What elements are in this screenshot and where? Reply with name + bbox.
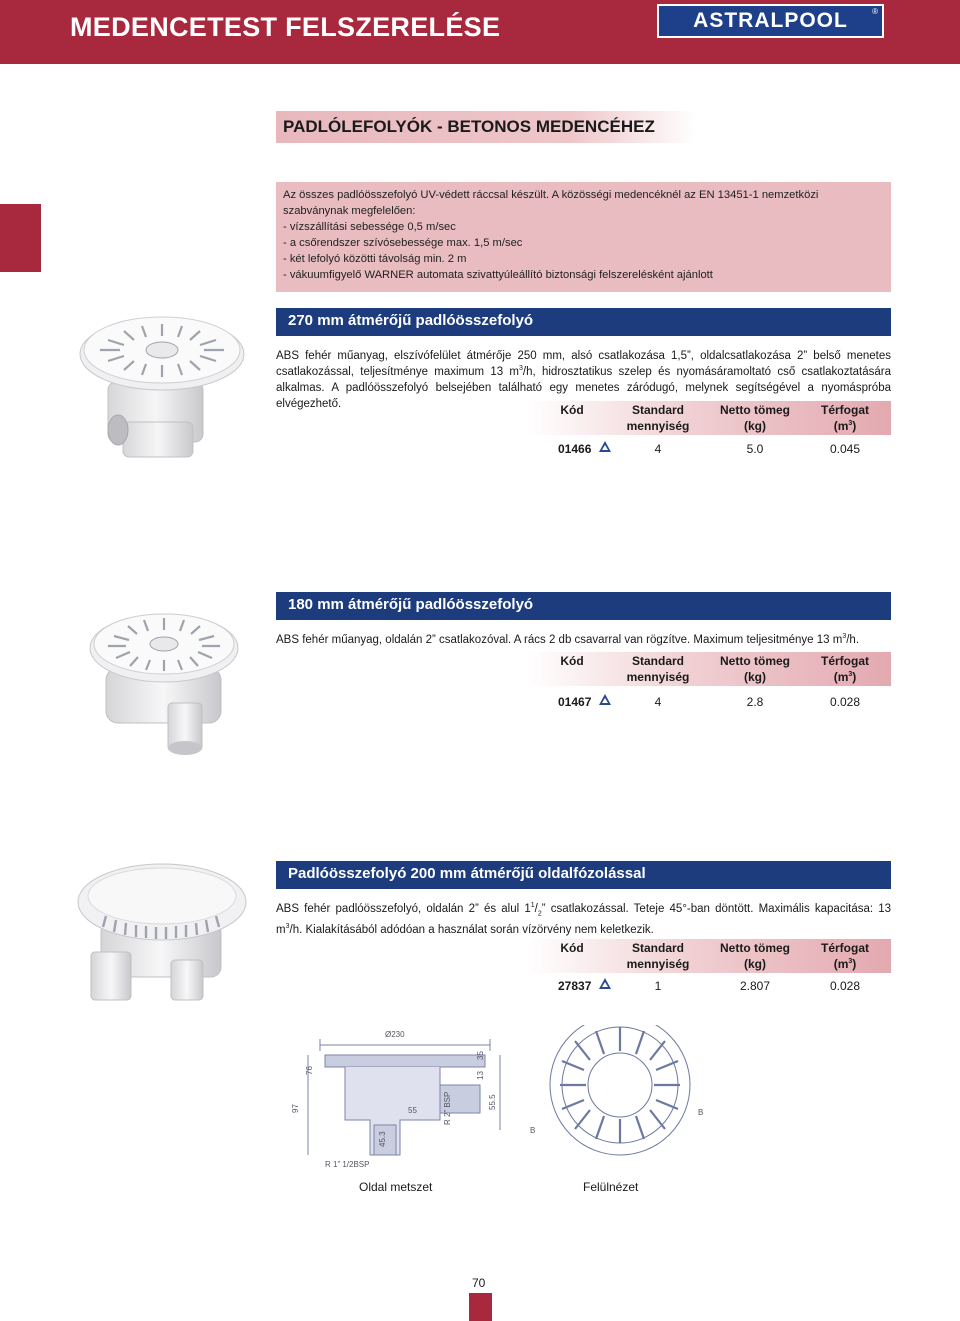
product-title: 270 mm átmérőjű padlóösszefolyó xyxy=(288,312,534,329)
product-volume: 0.045 xyxy=(829,442,861,456)
col-standard-l2: mennyiség xyxy=(626,957,690,971)
col-volume-sup: 3 xyxy=(848,958,853,965)
product-description xyxy=(276,901,891,938)
intro-line: Az összes padlóösszefolyó UV-védett ráccsal készült. A közösségi medencéknél az EN 13451-1 nemzetközi xyxy=(283,189,819,201)
side-tab xyxy=(0,204,41,272)
col-volume-unit: (m xyxy=(833,419,849,433)
page-number-marker xyxy=(469,1293,492,1321)
top-view-drawing xyxy=(550,1025,690,1155)
dim-label: 13 xyxy=(476,1071,485,1080)
dim-label: 55 xyxy=(408,1106,417,1115)
product-volume: 0.028 xyxy=(829,979,861,993)
table-header xyxy=(528,652,891,686)
dim-label: 76 xyxy=(305,1066,314,1075)
dim-label: R 2” BSP xyxy=(443,1091,452,1125)
desc-text: ABS fehér műanyag, elszívófelület átmérője 250 mm, alsó csatlakozása 1,5”, oldalcsatlakozása 2” belső menetes csatlakozással, teljesítménye maximum 13 m xyxy=(276,350,891,378)
product-qty: 1 xyxy=(654,979,662,993)
page-title: MEDENCETEST FELSZERELÉSE xyxy=(70,12,501,42)
col-weight xyxy=(710,653,800,685)
col-volume-l1: Térfogat xyxy=(821,403,869,417)
product-weight: 5.0 xyxy=(746,442,764,456)
col-volume-close: ) xyxy=(852,957,857,971)
intro-line: - két lefolyó közötti távolság min. 2 m xyxy=(283,253,467,265)
product-title: 180 mm átmérőjű padlóösszefolyó xyxy=(288,596,534,613)
col-volume-unit: (m xyxy=(833,670,849,684)
col-volume xyxy=(808,940,882,972)
desc-text: /h. xyxy=(846,634,860,646)
table-row xyxy=(528,442,891,458)
product-description xyxy=(276,632,891,648)
product-title: Padlóösszefolyó 200 mm átmérőjű oldalfózolással xyxy=(288,865,646,882)
desc-sup: 3 xyxy=(842,633,847,640)
col-weight-l2: (kg) xyxy=(744,419,766,433)
col-weight-l2: (kg) xyxy=(744,670,766,684)
section-title: PADLÓLEFOLYÓK - BETONOS MEDENCÉHEZ xyxy=(283,117,655,136)
col-volume-close: ) xyxy=(852,670,857,684)
product-title-bar xyxy=(276,308,891,336)
desc-sup: 1 xyxy=(530,902,535,909)
col-volume xyxy=(808,653,882,685)
product-weight: 2.807 xyxy=(739,979,771,993)
caption-side-section: Oldal metszet xyxy=(359,1180,433,1194)
header-bar xyxy=(0,0,960,64)
col-code: Kód xyxy=(560,403,584,417)
col-weight-l1: Netto tömeg xyxy=(720,941,790,955)
drain-180-image xyxy=(88,608,248,758)
desc-sub: 2 xyxy=(537,910,542,918)
product-code: 01467 xyxy=(558,695,592,709)
col-weight-l1: Netto tömeg xyxy=(720,654,790,668)
col-volume-unit: (m xyxy=(833,957,849,971)
section-banner xyxy=(276,111,696,143)
intro-line: - vízszállítási sebessége 0,5 m/sec xyxy=(283,221,456,233)
dim-label: 45.3 xyxy=(378,1131,387,1147)
section-mark: B xyxy=(530,1126,536,1135)
astralpool-logo xyxy=(657,4,884,38)
drain-270-image xyxy=(78,312,248,462)
desc-text: /h. Kialakításából adódóan a használat során vízörvény nem keletkezik. xyxy=(289,924,654,937)
product-qty: 4 xyxy=(654,695,662,709)
col-weight xyxy=(710,402,800,434)
intro-box xyxy=(276,182,891,292)
product-code: 01466 xyxy=(558,442,592,456)
desc-sup: 3 xyxy=(519,365,523,372)
section-mark: B xyxy=(698,1108,704,1117)
col-volume xyxy=(808,402,882,434)
table-header xyxy=(528,401,891,435)
col-volume-l1: Térfogat xyxy=(821,941,869,955)
col-volume-sup: 3 xyxy=(848,671,853,678)
product-qty: 4 xyxy=(654,442,662,456)
dim-label: 35 xyxy=(476,1051,485,1060)
table-row xyxy=(528,695,891,711)
col-code: Kód xyxy=(560,654,584,668)
drain-200-image xyxy=(76,860,248,1005)
col-standard xyxy=(608,402,708,434)
dim-label: Ø230 xyxy=(385,1030,405,1039)
desc-text: ” csatlakozással. Teteje 45°-ban döntött. Maximális kapacitása: 13 m xyxy=(276,903,891,937)
col-standard-l1: Standard xyxy=(631,654,684,668)
col-weight xyxy=(710,940,800,972)
product-title-bar xyxy=(276,861,891,889)
caption-top-view: Felülnézet xyxy=(583,1180,639,1194)
desc-text: ABS fehér műanyag, oldalán 2” csatlakozóval. A rács 2 db csavarral van rögzítve. Maximum teljesitménye 13 m xyxy=(276,634,843,646)
col-standard xyxy=(608,940,708,972)
dim-label: 97 xyxy=(291,1104,300,1113)
table-row xyxy=(528,979,891,995)
col-weight-l1: Netto tömeg xyxy=(720,403,790,417)
col-volume-close: ) xyxy=(852,419,857,433)
product-weight: 2.8 xyxy=(746,695,764,709)
product-title-bar xyxy=(276,592,891,620)
desc-sup: 3 xyxy=(285,923,290,931)
dim-label: 55.5 xyxy=(488,1094,497,1110)
product-volume: 0.028 xyxy=(829,695,861,709)
desc-text: / xyxy=(534,903,538,915)
logo-text: ASTRALPOOL xyxy=(693,9,848,32)
intro-line: - vákuumfigyelő WARNER automata szivattyúleállító biztonsági felszerelésként ajánlott xyxy=(283,269,713,281)
col-standard-l2: mennyiség xyxy=(626,670,690,684)
logo-registered-mark: ® xyxy=(872,7,879,16)
table-header xyxy=(528,939,891,973)
page-number: 70 xyxy=(472,1276,486,1290)
col-standard xyxy=(608,653,708,685)
col-standard-l1: Standard xyxy=(631,403,684,417)
product-code: 27837 xyxy=(558,979,592,993)
col-code: Kód xyxy=(560,941,584,955)
col-standard-l2: mennyiség xyxy=(626,419,690,433)
col-volume-sup: 3 xyxy=(848,420,853,427)
intro-line: - a csőrendszer szívósebessége max. 1,5 m/sec xyxy=(283,237,523,249)
side-section-drawing xyxy=(308,1039,500,1155)
intro-line: szabványnak megfelelően: xyxy=(283,205,416,217)
desc-text: ABS fehér padlóösszefolyó, oldalán 2” és alul 1 xyxy=(276,903,531,915)
col-standard-l1: Standard xyxy=(631,941,684,955)
dim-label: R 1” 1/2BSP xyxy=(325,1160,370,1169)
col-weight-l2: (kg) xyxy=(744,957,766,971)
technical-diagram xyxy=(290,1025,720,1175)
col-volume-l1: Térfogat xyxy=(821,654,869,668)
desc-text: /h, hidrosztatikus szelep és nyomásáramoltató cső csatlakoztatására alkalmas. A padlóösszefolyó belsejében található egy menetes záródugó, melynek segítségével a nyomáspróba elvégezhető. xyxy=(276,366,892,410)
